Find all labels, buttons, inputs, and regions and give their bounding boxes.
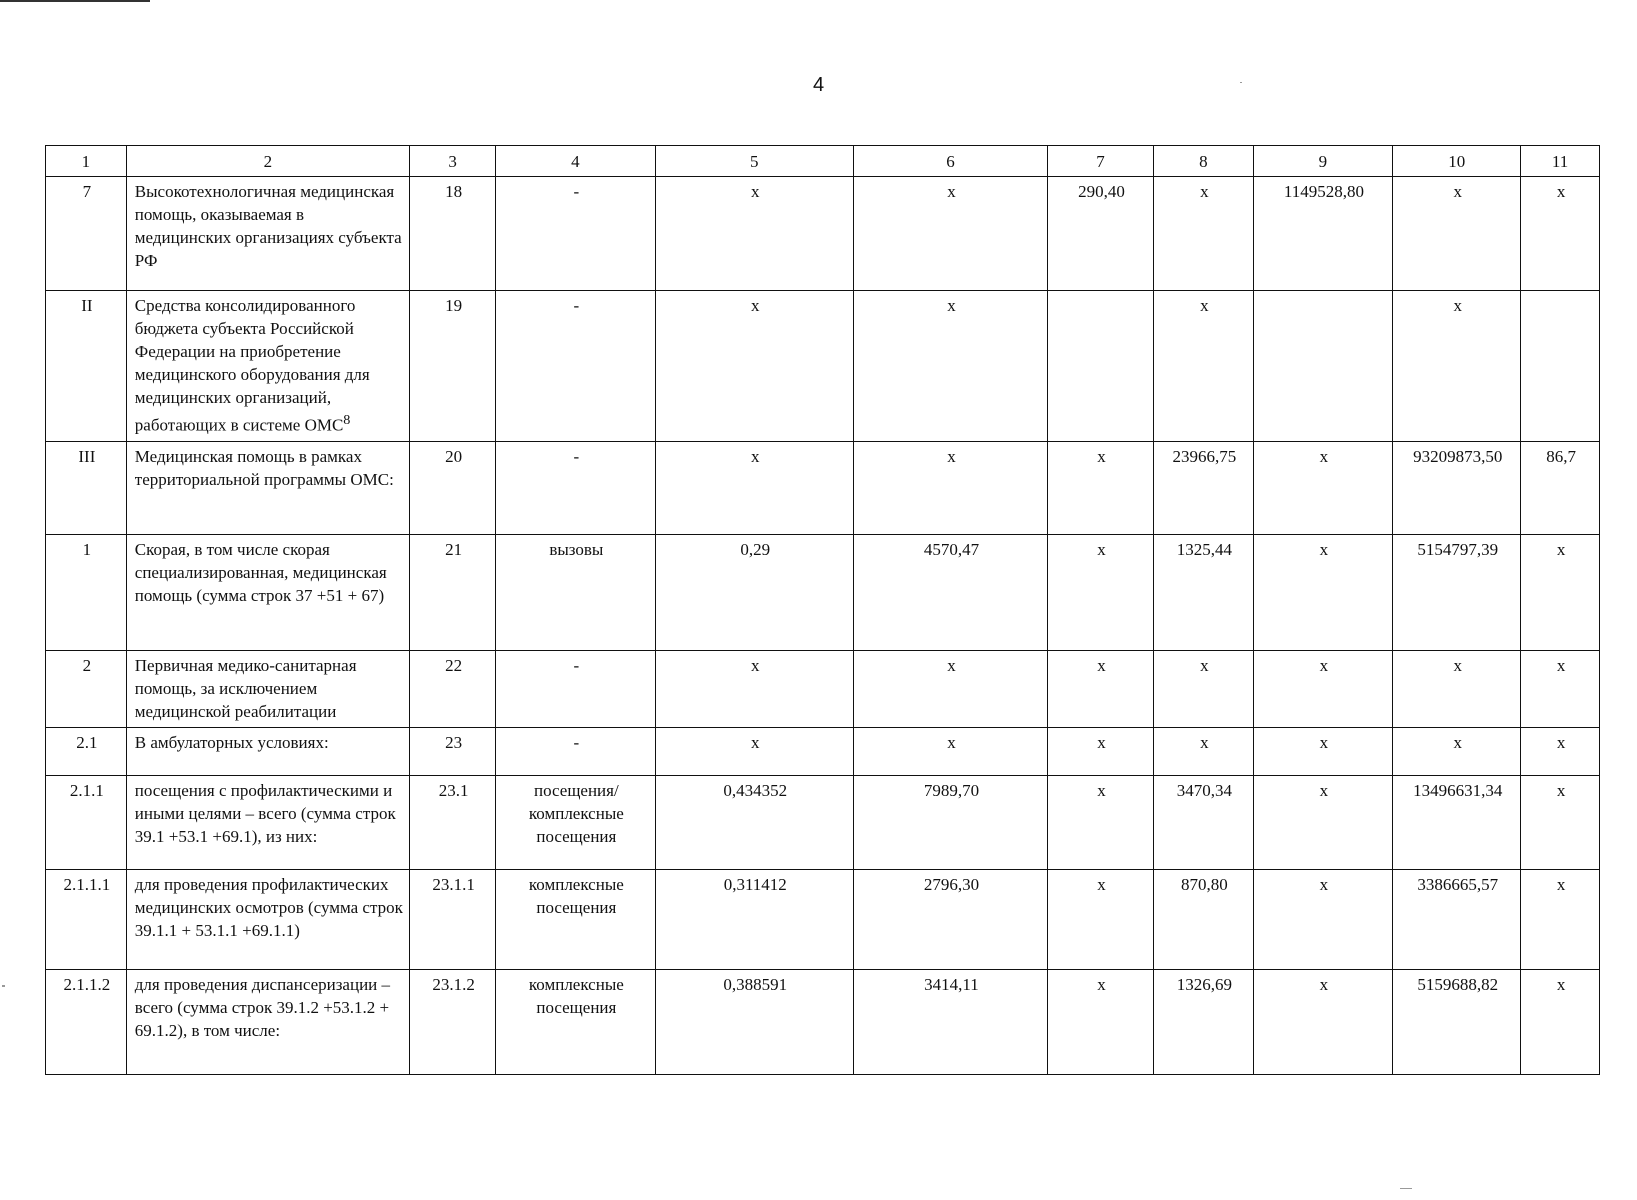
header-cell: 9 (1253, 146, 1393, 177)
value-cell: х (655, 177, 853, 291)
value-cell: 3386665,57 (1393, 869, 1521, 969)
value-cell: х (1253, 869, 1393, 969)
scan-speck (1400, 1188, 1412, 1189)
value-cell: 4570,47 (853, 534, 1047, 650)
row-number-cell: II (46, 291, 127, 442)
value-cell: х (1048, 650, 1154, 727)
header-cell: 5 (655, 146, 853, 177)
value-cell: 0,388591 (655, 969, 853, 1074)
value-cell: 1149528,80 (1253, 177, 1393, 291)
value-cell: х (1048, 534, 1154, 650)
value-cell (1253, 291, 1393, 442)
header-cell: 10 (1393, 146, 1521, 177)
header-cell: 1 (46, 146, 127, 177)
unit-cell: - (496, 727, 655, 775)
value-cell: х (1153, 177, 1253, 291)
value-cell: х (1048, 727, 1154, 775)
line-code-cell: 19 (410, 291, 496, 442)
value-cell: х (655, 650, 853, 727)
table-row (46, 441, 1600, 534)
value-cell: 3414,11 (853, 969, 1047, 1074)
header-cell: 7 (1048, 146, 1154, 177)
row-number-cell: 2.1 (46, 727, 127, 775)
table-row (46, 650, 1600, 727)
value-cell: х (1521, 534, 1600, 650)
line-code-cell: 23.1.1 (410, 869, 496, 969)
name-cell: для проведения профилактических медицинских осмотров (сумма строк 39.1.1 + 53.1.1 +69.1.1) (126, 869, 409, 969)
value-cell: 0,311412 (655, 869, 853, 969)
row-number-cell: III (46, 441, 127, 534)
value-cell: 0,29 (655, 534, 853, 650)
row-number-cell: 2 (46, 650, 127, 727)
value-cell (1521, 291, 1600, 442)
value-cell: х (1521, 177, 1600, 291)
header-cell: 6 (853, 146, 1047, 177)
value-cell: х (1253, 650, 1393, 727)
name-cell: Высокотехнологичная медицинская помощь, оказываемая в медицинских организациях субъекта РФ (126, 177, 409, 291)
value-cell: 1326,69 (1153, 969, 1253, 1074)
unit-cell: - (496, 291, 655, 442)
value-cell: х (1521, 650, 1600, 727)
name-cell: для проведения диспансеризации – всего (сумма строк 39.1.2 +53.1.2 + 69.1.2), в том числе: (126, 969, 409, 1074)
value-cell: х (1048, 775, 1154, 869)
name-cell: Первичная медико-санитарная помощь, за исключением медицинской реабилитации (126, 650, 409, 727)
value-cell: х (1153, 727, 1253, 775)
value-cell (1048, 291, 1154, 442)
header-cell: 8 (1153, 146, 1253, 177)
footnote-marker: 8 (343, 412, 351, 428)
value-cell: 13496631,34 (1393, 775, 1521, 869)
data-table (45, 145, 1600, 1075)
value-cell: х (1253, 969, 1393, 1074)
scan-speck (1240, 82, 1242, 83)
unit-cell: комплексные посещения (496, 969, 655, 1074)
page-number: 4 (812, 74, 825, 96)
value-cell: х (853, 177, 1047, 291)
value-cell: 5154797,39 (1393, 534, 1521, 650)
value-cell: х (853, 727, 1047, 775)
table-row (46, 177, 1600, 291)
value-cell: 1325,44 (1153, 534, 1253, 650)
value-cell: х (1393, 291, 1521, 442)
top-edge-rule (0, 0, 150, 2)
value-cell: 2796,30 (853, 869, 1047, 969)
table-row (46, 969, 1600, 1074)
line-code-cell: 20 (410, 441, 496, 534)
value-cell: х (1393, 177, 1521, 291)
name-cell (126, 291, 409, 442)
value-cell: 23966,75 (1153, 441, 1253, 534)
value-cell: х (1521, 727, 1600, 775)
value-cell: х (655, 291, 853, 442)
name-cell: посещения с профилактическими и иными целями – всего (сумма строк 39.1 +53.1 +69.1), из них: (126, 775, 409, 869)
value-cell: х (655, 727, 853, 775)
unit-cell: посещения/ комплексные посещения (496, 775, 655, 869)
line-code-cell: 22 (410, 650, 496, 727)
value-cell: х (1253, 727, 1393, 775)
name-cell: Медицинская помощь в рамках территориальной программы ОМС: (126, 441, 409, 534)
table-row (46, 869, 1600, 969)
value-cell: 3470,34 (1153, 775, 1253, 869)
table-row (46, 291, 1600, 442)
scan-speck (2, 985, 5, 987)
header-cell: 2 (126, 146, 409, 177)
line-code-cell: 23.1 (410, 775, 496, 869)
value-cell: х (1253, 775, 1393, 869)
value-cell: х (1153, 650, 1253, 727)
row-number-cell: 2.1.1.1 (46, 869, 127, 969)
line-code-cell: 21 (410, 534, 496, 650)
value-cell: х (1521, 969, 1600, 1074)
value-cell: х (1393, 727, 1521, 775)
value-cell: х (655, 441, 853, 534)
value-cell: 86,7 (1521, 441, 1600, 534)
unit-cell: вызовы (496, 534, 655, 650)
row-number-cell: 2.1.1.2 (46, 969, 127, 1074)
value-cell: 93209873,50 (1393, 441, 1521, 534)
line-code-cell: 23 (410, 727, 496, 775)
line-code-cell: 23.1.2 (410, 969, 496, 1074)
row-number-cell: 1 (46, 534, 127, 650)
unit-cell: - (496, 441, 655, 534)
unit-cell: - (496, 177, 655, 291)
header-cell: 11 (1521, 146, 1600, 177)
name-cell: В амбулаторных условиях: (126, 727, 409, 775)
name-cell: Скорая, в том числе скорая специализированная, медицинская помощь (сумма строк 37 +51 + 67) (126, 534, 409, 650)
value-cell: х (1048, 441, 1154, 534)
table-row (46, 727, 1600, 775)
header-cell: 3 (410, 146, 496, 177)
value-cell: 0,434352 (655, 775, 853, 869)
value-cell: х (853, 650, 1047, 727)
header-cell: 4 (496, 146, 655, 177)
value-cell: х (1253, 441, 1393, 534)
value-cell: х (1521, 869, 1600, 969)
unit-cell: - (496, 650, 655, 727)
value-cell: х (853, 441, 1047, 534)
row-number-cell: 2.1.1 (46, 775, 127, 869)
name-text: Средства консолидированного бюджета субъекта Российской Федерации на приобретение медицинского оборудования для медицинских организаций, работающих в системе ОМС (134, 296, 370, 435)
value-cell: х (1253, 534, 1393, 650)
line-code-cell: 18 (410, 177, 496, 291)
unit-cell: комплексные посещения (496, 869, 655, 969)
value-cell: 870,80 (1153, 869, 1253, 969)
value-cell: 290,40 (1048, 177, 1154, 291)
value-cell: х (1048, 869, 1154, 969)
table-row (46, 534, 1600, 650)
value-cell: х (1048, 969, 1154, 1074)
value-cell: х (1521, 775, 1600, 869)
header-row (46, 146, 1600, 177)
value-cell: 7989,70 (853, 775, 1047, 869)
row-number-cell: 7 (46, 177, 127, 291)
table-row (46, 775, 1600, 869)
value-cell: х (1153, 291, 1253, 442)
value-cell: х (853, 291, 1047, 442)
value-cell: х (1393, 650, 1521, 727)
value-cell: 5159688,82 (1393, 969, 1521, 1074)
